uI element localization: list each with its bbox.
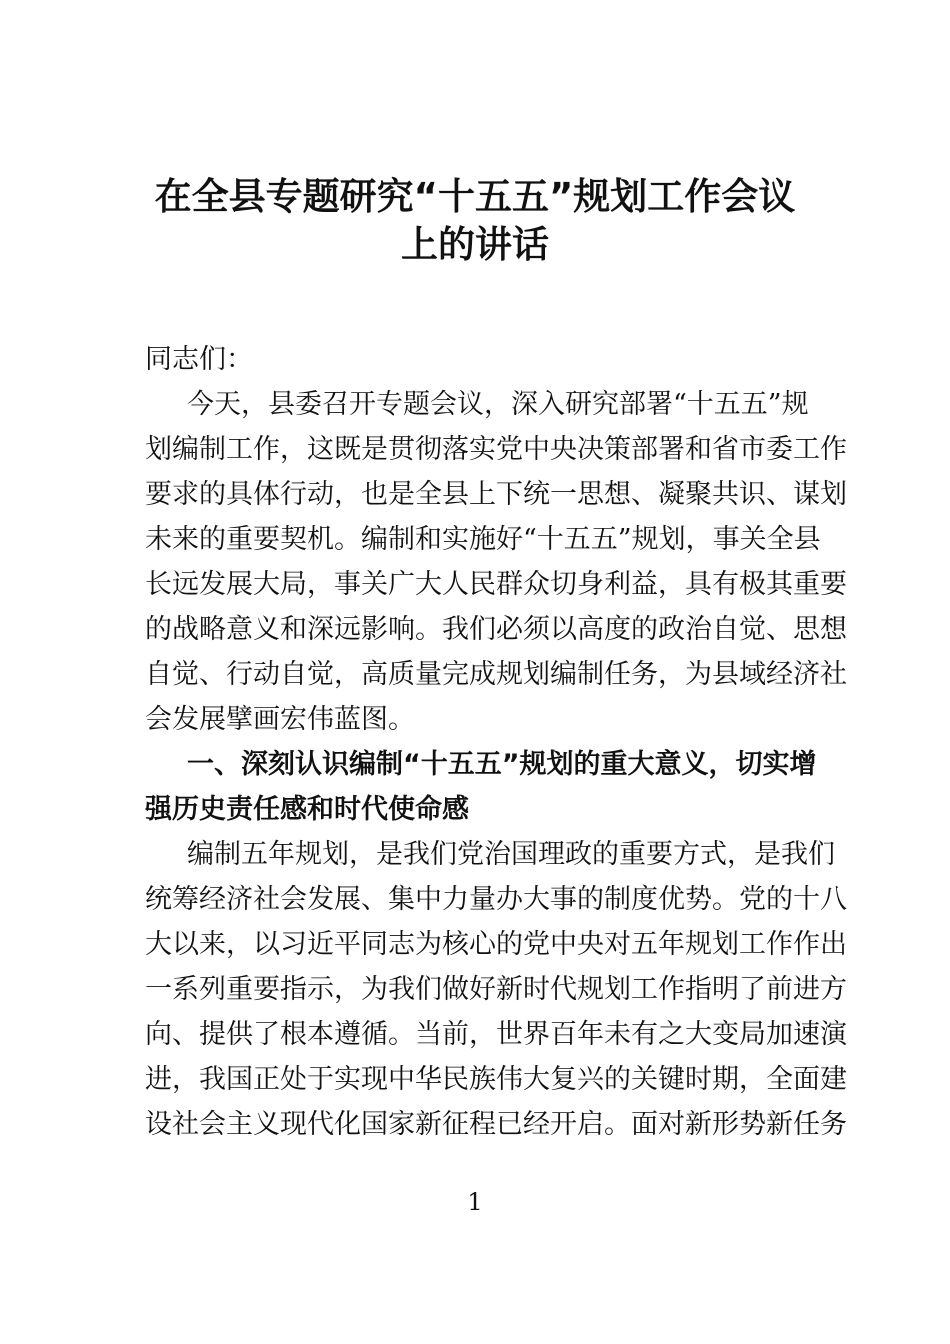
paragraph [145, 382, 847, 742]
text-line: 统筹经济社会发展、集中力量办大事的制度优势。党的十八 [145, 884, 847, 915]
text-line: 编制五年规划，是我们党治国理政的重要方式，是我们 [187, 839, 835, 870]
text-line: 一系列重要指示，为我们做好新时代规划工作指明了前进方 [145, 974, 847, 1005]
title-line-1: 在全县专题研究“十五五”规划工作会议 [154, 175, 796, 218]
paragraph [145, 832, 847, 1147]
text-line: 要求的具体行动，也是全县上下统一思想、凝聚共识、谋划 [145, 479, 847, 510]
text-line: 会发展擘画宏伟蓝图。 [145, 704, 415, 735]
text-line: 的战略意义和深远影响。我们必须以高度的政治自觉、思想 [145, 614, 847, 645]
text-line: 强历史责任感和时代使命感 [145, 794, 469, 825]
text-line: 一、深刻认识编制“十五五”规划的重大意义，切实增 [187, 749, 817, 780]
title-line-2: 上的讲话 [401, 223, 549, 266]
page-number: 1 [467, 1188, 483, 1216]
text-line: 大以来，以习近平同志为核心的党中央对五年规划工作作出 [145, 929, 847, 960]
greeting: 同志们： [145, 344, 253, 375]
text-line: 未来的重要契机。编制和实施好“十五五”规划，事关全县 [145, 524, 821, 555]
text-line: 设社会主义现代化国家新征程已经开启。面对新形势新任务 [145, 1109, 847, 1140]
text-line: 自觉、行动自觉，高质量完成规划编制任务，为县域经济社 [145, 659, 847, 690]
text-line: 进，我国正处于实现中华民族伟大复兴的关键时期，全面建 [145, 1064, 847, 1095]
text-line: 向、提供了根本遵循。当前，世界百年未有之大变局加速演 [145, 1019, 847, 1050]
document-body [145, 337, 847, 1147]
section-heading [145, 742, 817, 832]
text-line: 划编制工作，这既是贯彻落实党中央决策部署和省市委工作 [145, 434, 847, 465]
paragraphs [145, 382, 847, 1147]
text-line: 长远发展大局，事关广大人民群众切身利益，具有极其重要 [145, 569, 847, 600]
text-line: 今天，县委召开专题会议，深入研究部署“十五五”规 [187, 389, 809, 420]
